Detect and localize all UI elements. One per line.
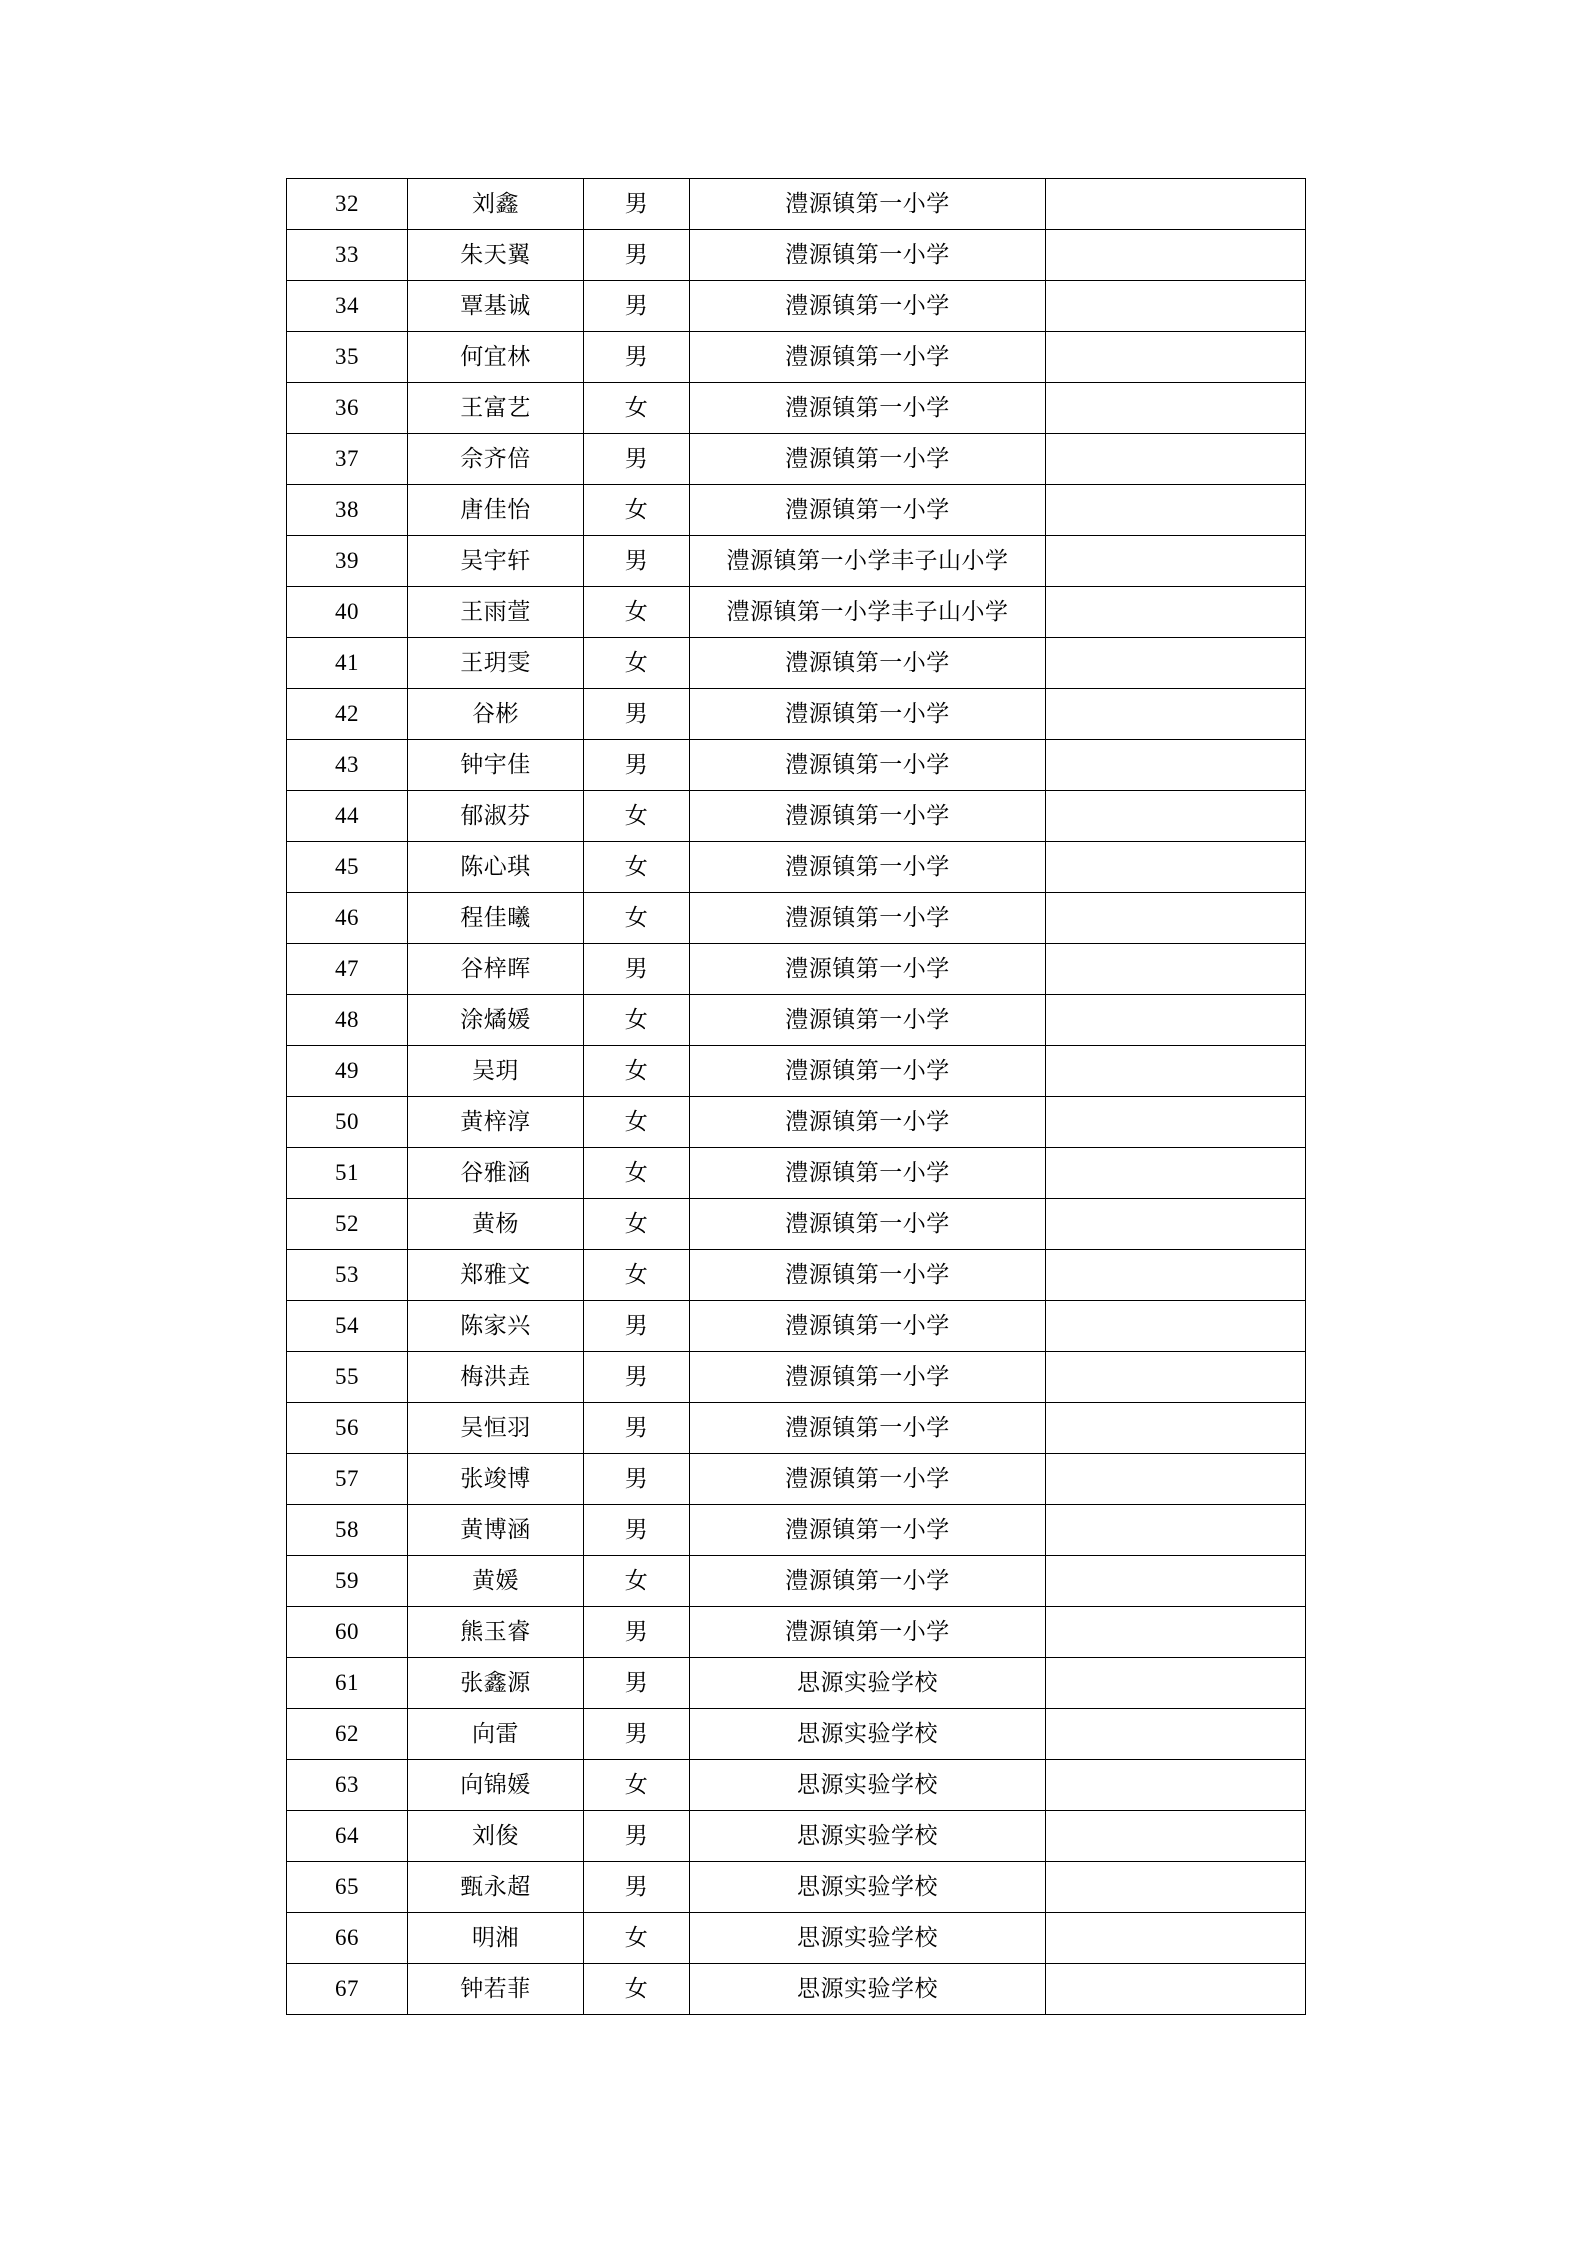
- cell-index: 40: [287, 587, 408, 638]
- cell-gender: 男: [584, 1658, 690, 1709]
- table-row: [287, 587, 1306, 638]
- cell-note: [1046, 1556, 1306, 1607]
- cell-note: [1046, 1505, 1306, 1556]
- cell-school: 澧源镇第一小学丰子山小学: [690, 536, 1046, 587]
- cell-student-name: 甄永超: [408, 1862, 584, 1913]
- cell-school: 思源实验学校: [690, 1709, 1046, 1760]
- cell-gender: 男: [584, 230, 690, 281]
- cell-student-name: 郁淑芬: [408, 791, 584, 842]
- table-row: [287, 1556, 1306, 1607]
- cell-gender: 男: [584, 179, 690, 230]
- cell-gender: 男: [584, 1709, 690, 1760]
- table-row: [287, 1352, 1306, 1403]
- cell-student-name: 佘齐倍: [408, 434, 584, 485]
- cell-note: [1046, 434, 1306, 485]
- cell-note: [1046, 1148, 1306, 1199]
- table-row: [287, 1709, 1306, 1760]
- table-row: [287, 536, 1306, 587]
- cell-note: [1046, 332, 1306, 383]
- cell-gender: 女: [584, 638, 690, 689]
- cell-school: 澧源镇第一小学: [690, 1556, 1046, 1607]
- cell-note: [1046, 893, 1306, 944]
- table-row: [287, 1454, 1306, 1505]
- cell-note: [1046, 842, 1306, 893]
- table-row: [287, 485, 1306, 536]
- table-row: [287, 1097, 1306, 1148]
- cell-student-name: 向锦媛: [408, 1760, 584, 1811]
- cell-index: 34: [287, 281, 408, 332]
- table-row: [287, 434, 1306, 485]
- cell-student-name: 刘鑫: [408, 179, 584, 230]
- cell-gender: 女: [584, 791, 690, 842]
- cell-school: 澧源镇第一小学: [690, 638, 1046, 689]
- cell-student-name: 王雨萱: [408, 587, 584, 638]
- cell-note: [1046, 1607, 1306, 1658]
- cell-index: 63: [287, 1760, 408, 1811]
- cell-note: [1046, 689, 1306, 740]
- cell-index: 44: [287, 791, 408, 842]
- cell-school: 澧源镇第一小学: [690, 791, 1046, 842]
- cell-note: [1046, 1811, 1306, 1862]
- cell-index: 33: [287, 230, 408, 281]
- cell-index: 45: [287, 842, 408, 893]
- cell-school: 思源实验学校: [690, 1862, 1046, 1913]
- table-row: [287, 893, 1306, 944]
- cell-school: 思源实验学校: [690, 1760, 1046, 1811]
- cell-school: 澧源镇第一小学: [690, 1199, 1046, 1250]
- cell-school: 澧源镇第一小学: [690, 740, 1046, 791]
- cell-school: 思源实验学校: [690, 1913, 1046, 1964]
- cell-school: 澧源镇第一小学丰子山小学: [690, 587, 1046, 638]
- cell-student-name: 黄媛: [408, 1556, 584, 1607]
- cell-note: [1046, 1403, 1306, 1454]
- cell-note: [1046, 944, 1306, 995]
- cell-index: 37: [287, 434, 408, 485]
- table-row: [287, 1250, 1306, 1301]
- cell-gender: 女: [584, 1097, 690, 1148]
- cell-gender: 女: [584, 1556, 690, 1607]
- cell-school: 澧源镇第一小学: [690, 485, 1046, 536]
- cell-gender: 男: [584, 1811, 690, 1862]
- table-row: [287, 1505, 1306, 1556]
- cell-student-name: 明湘: [408, 1913, 584, 1964]
- cell-note: [1046, 1760, 1306, 1811]
- cell-note: [1046, 536, 1306, 587]
- cell-school: 澧源镇第一小学: [690, 689, 1046, 740]
- cell-gender: 女: [584, 1760, 690, 1811]
- cell-school: 澧源镇第一小学: [690, 1097, 1046, 1148]
- cell-index: 32: [287, 179, 408, 230]
- cell-school: 澧源镇第一小学: [690, 179, 1046, 230]
- cell-school: 澧源镇第一小学: [690, 1403, 1046, 1454]
- cell-gender: 女: [584, 893, 690, 944]
- cell-school: 澧源镇第一小学: [690, 1301, 1046, 1352]
- cell-school: 澧源镇第一小学: [690, 1505, 1046, 1556]
- cell-student-name: 刘俊: [408, 1811, 584, 1862]
- cell-note: [1046, 485, 1306, 536]
- cell-student-name: 谷彬: [408, 689, 584, 740]
- cell-note: [1046, 1352, 1306, 1403]
- table-row: [287, 1811, 1306, 1862]
- cell-index: 50: [287, 1097, 408, 1148]
- cell-student-name: 陈家兴: [408, 1301, 584, 1352]
- cell-gender: 男: [584, 434, 690, 485]
- cell-index: 35: [287, 332, 408, 383]
- cell-school: 澧源镇第一小学: [690, 1046, 1046, 1097]
- cell-school: 澧源镇第一小学: [690, 995, 1046, 1046]
- table-row: [287, 1964, 1306, 2015]
- cell-note: [1046, 1301, 1306, 1352]
- cell-gender: 男: [584, 536, 690, 587]
- table-row: [287, 1199, 1306, 1250]
- cell-school: 澧源镇第一小学: [690, 1454, 1046, 1505]
- table-row: [287, 1913, 1306, 1964]
- cell-student-name: 郑雅文: [408, 1250, 584, 1301]
- cell-index: 60: [287, 1607, 408, 1658]
- table-row: [287, 944, 1306, 995]
- table-row: [287, 383, 1306, 434]
- cell-gender: 男: [584, 1403, 690, 1454]
- cell-gender: 女: [584, 1964, 690, 2015]
- cell-gender: 女: [584, 1199, 690, 1250]
- cell-index: 67: [287, 1964, 408, 2015]
- cell-gender: 女: [584, 587, 690, 638]
- cell-school: 澧源镇第一小学: [690, 842, 1046, 893]
- cell-index: 51: [287, 1148, 408, 1199]
- cell-student-name: 钟宇佳: [408, 740, 584, 791]
- cell-index: 66: [287, 1913, 408, 1964]
- cell-note: [1046, 1709, 1306, 1760]
- cell-index: 56: [287, 1403, 408, 1454]
- cell-student-name: 向雷: [408, 1709, 584, 1760]
- table-row: [287, 1148, 1306, 1199]
- cell-note: [1046, 995, 1306, 1046]
- cell-note: [1046, 230, 1306, 281]
- cell-student-name: 张竣博: [408, 1454, 584, 1505]
- cell-index: 36: [287, 383, 408, 434]
- cell-index: 65: [287, 1862, 408, 1913]
- cell-student-name: 唐佳怡: [408, 485, 584, 536]
- table-row: [287, 689, 1306, 740]
- table-row: [287, 995, 1306, 1046]
- table-row: [287, 1862, 1306, 1913]
- cell-gender: 男: [584, 332, 690, 383]
- cell-gender: 女: [584, 842, 690, 893]
- table-row: [287, 332, 1306, 383]
- table-row: [287, 791, 1306, 842]
- cell-gender: 男: [584, 689, 690, 740]
- cell-index: 54: [287, 1301, 408, 1352]
- cell-note: [1046, 179, 1306, 230]
- cell-student-name: 覃基诚: [408, 281, 584, 332]
- cell-note: [1046, 281, 1306, 332]
- cell-school: 澧源镇第一小学: [690, 383, 1046, 434]
- cell-gender: 男: [584, 1607, 690, 1658]
- cell-school: 澧源镇第一小学: [690, 230, 1046, 281]
- cell-gender: 男: [584, 1505, 690, 1556]
- table-row: [287, 1607, 1306, 1658]
- cell-student-name: 王玥雯: [408, 638, 584, 689]
- cell-school: 澧源镇第一小学: [690, 281, 1046, 332]
- cell-student-name: 涂燏媛: [408, 995, 584, 1046]
- cell-student-name: 何宜林: [408, 332, 584, 383]
- cell-student-name: 朱天翼: [408, 230, 584, 281]
- table-row: [287, 638, 1306, 689]
- cell-note: [1046, 1199, 1306, 1250]
- cell-gender: 女: [584, 1913, 690, 1964]
- cell-index: 55: [287, 1352, 408, 1403]
- cell-gender: 男: [584, 1862, 690, 1913]
- cell-gender: 女: [584, 995, 690, 1046]
- table-row: [287, 1658, 1306, 1709]
- cell-student-name: 吴宇轩: [408, 536, 584, 587]
- cell-gender: 男: [584, 1454, 690, 1505]
- cell-index: 42: [287, 689, 408, 740]
- table-row: [287, 281, 1306, 332]
- cell-school: 澧源镇第一小学: [690, 944, 1046, 995]
- cell-index: 43: [287, 740, 408, 791]
- cell-student-name: 吴玥: [408, 1046, 584, 1097]
- cell-index: 58: [287, 1505, 408, 1556]
- cell-index: 48: [287, 995, 408, 1046]
- cell-index: 47: [287, 944, 408, 995]
- cell-index: 52: [287, 1199, 408, 1250]
- cell-student-name: 黄博涵: [408, 1505, 584, 1556]
- cell-gender: 女: [584, 1250, 690, 1301]
- cell-gender: 女: [584, 1148, 690, 1199]
- roster-table-wrapper: [286, 178, 1300, 2015]
- roster-table-body: [287, 179, 1306, 2015]
- cell-school: 澧源镇第一小学: [690, 332, 1046, 383]
- cell-school: 澧源镇第一小学: [690, 1607, 1046, 1658]
- cell-gender: 女: [584, 383, 690, 434]
- cell-student-name: 钟若菲: [408, 1964, 584, 2015]
- cell-note: [1046, 1046, 1306, 1097]
- cell-school: 澧源镇第一小学: [690, 893, 1046, 944]
- cell-gender: 男: [584, 1352, 690, 1403]
- cell-note: [1046, 1913, 1306, 1964]
- roster-table: [286, 178, 1306, 2015]
- cell-gender: 女: [584, 1046, 690, 1097]
- cell-index: 41: [287, 638, 408, 689]
- cell-index: 38: [287, 485, 408, 536]
- cell-index: 49: [287, 1046, 408, 1097]
- cell-index: 46: [287, 893, 408, 944]
- cell-note: [1046, 1862, 1306, 1913]
- cell-student-name: 梅洪垚: [408, 1352, 584, 1403]
- cell-student-name: 黄梓淳: [408, 1097, 584, 1148]
- cell-index: 61: [287, 1658, 408, 1709]
- table-row: [287, 1301, 1306, 1352]
- cell-school: 澧源镇第一小学: [690, 1250, 1046, 1301]
- cell-student-name: 张鑫源: [408, 1658, 584, 1709]
- cell-note: [1046, 587, 1306, 638]
- cell-index: 53: [287, 1250, 408, 1301]
- cell-student-name: 吴恒羽: [408, 1403, 584, 1454]
- cell-student-name: 黄杨: [408, 1199, 584, 1250]
- cell-school: 澧源镇第一小学: [690, 1352, 1046, 1403]
- cell-student-name: 程佳曦: [408, 893, 584, 944]
- table-row: [287, 230, 1306, 281]
- table-row: [287, 1760, 1306, 1811]
- cell-student-name: 谷梓晖: [408, 944, 584, 995]
- cell-gender: 男: [584, 740, 690, 791]
- cell-student-name: 熊玉睿: [408, 1607, 584, 1658]
- cell-index: 39: [287, 536, 408, 587]
- cell-note: [1046, 1250, 1306, 1301]
- cell-note: [1046, 1658, 1306, 1709]
- table-row: [287, 179, 1306, 230]
- cell-gender: 男: [584, 1301, 690, 1352]
- cell-index: 57: [287, 1454, 408, 1505]
- cell-note: [1046, 1964, 1306, 2015]
- cell-gender: 男: [584, 944, 690, 995]
- cell-school: 思源实验学校: [690, 1964, 1046, 2015]
- cell-gender: 女: [584, 485, 690, 536]
- cell-note: [1046, 1097, 1306, 1148]
- cell-note: [1046, 791, 1306, 842]
- cell-school: 思源实验学校: [690, 1811, 1046, 1862]
- cell-student-name: 王富艺: [408, 383, 584, 434]
- cell-index: 59: [287, 1556, 408, 1607]
- cell-student-name: 谷雅涵: [408, 1148, 584, 1199]
- cell-note: [1046, 740, 1306, 791]
- cell-note: [1046, 383, 1306, 434]
- table-row: [287, 1403, 1306, 1454]
- cell-index: 62: [287, 1709, 408, 1760]
- cell-note: [1046, 638, 1306, 689]
- table-row: [287, 1046, 1306, 1097]
- cell-note: [1046, 1454, 1306, 1505]
- cell-school: 澧源镇第一小学: [690, 1148, 1046, 1199]
- cell-index: 64: [287, 1811, 408, 1862]
- cell-school: 澧源镇第一小学: [690, 434, 1046, 485]
- cell-gender: 男: [584, 281, 690, 332]
- cell-student-name: 陈心琪: [408, 842, 584, 893]
- table-row: [287, 842, 1306, 893]
- cell-school: 思源实验学校: [690, 1658, 1046, 1709]
- table-row: [287, 740, 1306, 791]
